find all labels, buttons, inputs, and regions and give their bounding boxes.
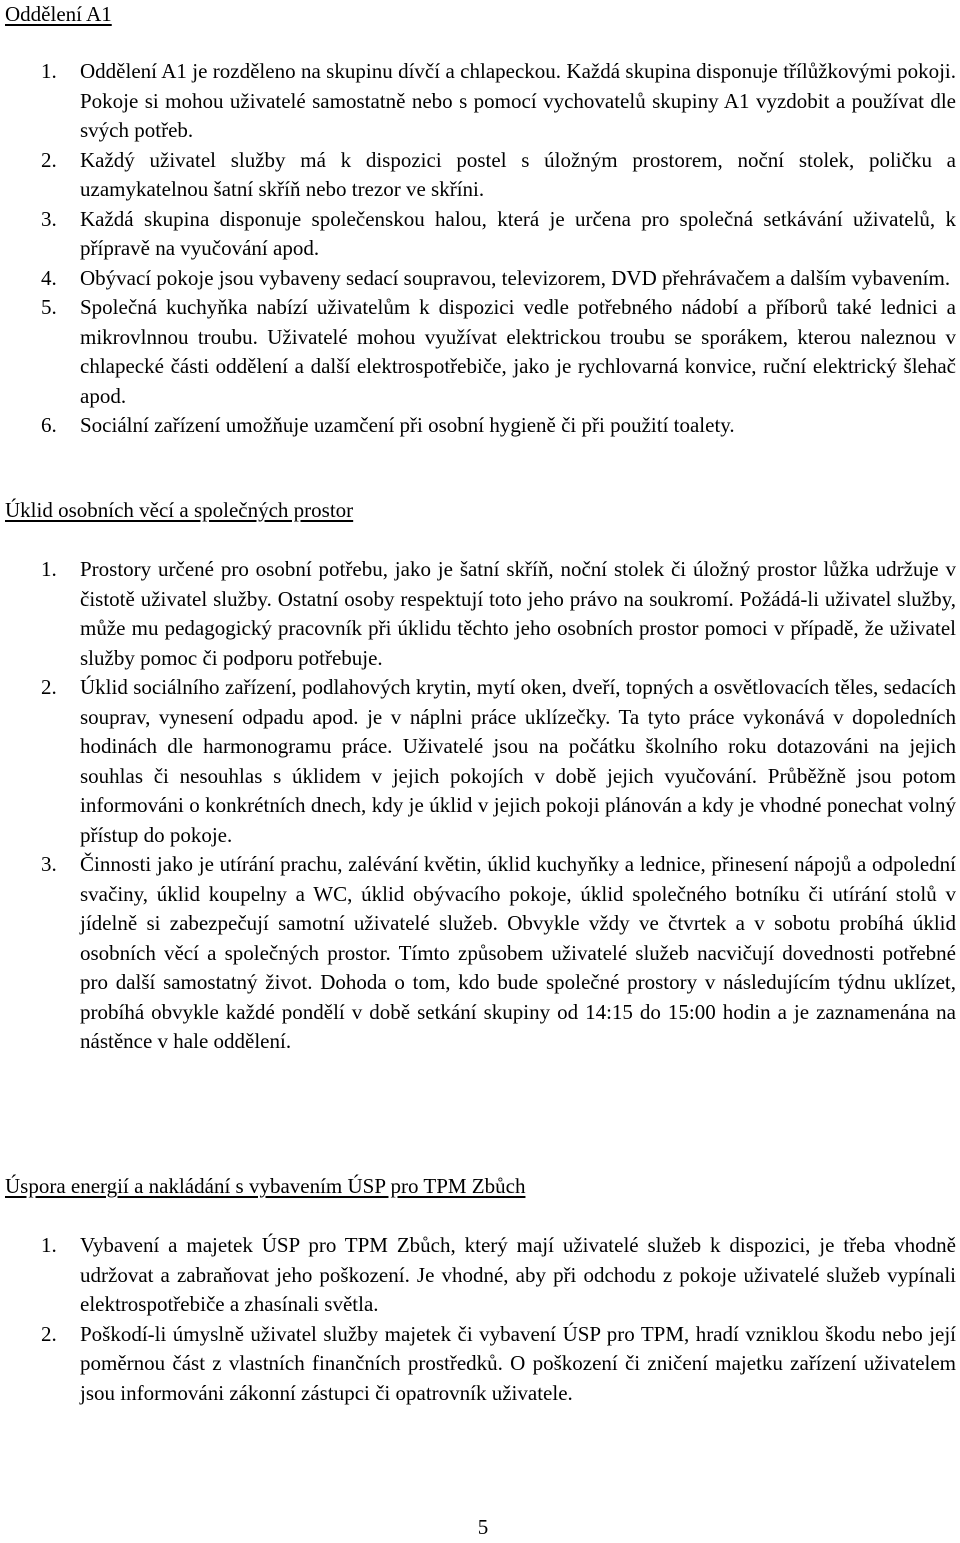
item-number: 5. [41, 295, 57, 319]
list-item [0, 850, 960, 1057]
list-item [0, 411, 960, 441]
item-text: Vybavení a majetek ÚSP pro TPM Zbůch, který mají uživatelé služeb k dispozici, je třeba vhodně udržovat a zabraňovat jeho poškození. Je vhodné, aby při odchodu z pokoje uživatelé služeb vypínali elektrospotřebiče a zhasínali světla. [80, 1233, 956, 1316]
item-number: 2. [41, 1321, 57, 1346]
item-text: Každý uživatel služby má k dispozici postel s úložným prostorem, noční stolek, poličku a uzamykatelnou šatní skříň nebo trezor ve skříni. [80, 147, 956, 201]
list-item [0, 57, 960, 146]
item-number: 1. [41, 59, 57, 83]
section-heading-uspora-energii: Úspora energií a nakládání s vybavením ÚSP pro TPM Zbůch [5, 1174, 526, 1198]
item-text: Prostory určené pro osobní potřebu, jako je šatní skříň, noční stolek či úložný prostor lůžka udržuje v čistotě uživatel služby. Ostatní osoby respektují toto jeho právo na soukromí. Požádá-li uživatel služby, může mu pedagogický pracovník při úklidu těchto jeho osobních prostor pomoci v případě, že uživatel služby pomoc či podporu potřebuje. [80, 557, 956, 670]
item-text: Úklid sociálního zařízení, podlahových krytin, mytí oken, dveří, topných a osvětlovacích těles, sedacích souprav, vynesení odpadu apod. je v náplni práce uklízečky. Ta tyto práce vykonává v dopoledních hodinách dle harmonogramu práce. Uživatelé jsou na počátku školního roku dotazováni na jejich souhlas či nesouhlas s úklidem v jejich pokojích v době jejich vyučování. Průběžně jsou potom informováni o konkrétních dnech, kdy je úklid v jejich pokoji plánován a kdy je vhodné ponechat volný přístup do pokoje. [80, 675, 956, 847]
list-item [0, 264, 960, 294]
item-text: Sociální zařízení umožňuje uzamčení při osobní hygieně či při použití toalety. [80, 413, 735, 437]
list-item [0, 205, 960, 264]
list-item [0, 293, 960, 411]
item-number: 4. [41, 265, 57, 290]
item-number: 1. [41, 557, 57, 581]
item-number: 1. [41, 1233, 57, 1257]
section-list-oddeleni-a1 [0, 57, 960, 441]
item-text: Obývací pokoje jsou vybaveny sedací soupravou, televizorem, DVD přehrávačem a dalším vybavením. [80, 265, 951, 290]
list-item [0, 673, 960, 850]
list-item [0, 555, 960, 673]
item-number: 6. [41, 413, 57, 437]
section-list-uspora-energii [0, 1231, 960, 1408]
item-number: 3. [41, 852, 57, 876]
list-item [0, 1320, 960, 1409]
item-text: Oddělení A1 je rozděleno na skupinu dívčí a chlapeckou. Každá skupina disponuje třílůžkovými pokoji. Pokoje si mohou uživatelé samostatně nebo s pomocí vychovatelů skupiny A1 vyzdobit a používat dle svých potřeb. [80, 59, 956, 142]
list-item [0, 1231, 960, 1320]
page-number: 5 [477, 1515, 489, 1539]
section-heading-uklid: Úklid osobních věcí a společných prostor [5, 498, 354, 522]
item-number: 3. [41, 206, 57, 231]
item-text: Poškodí-li úmyslně uživatel služby majetek či vybavení ÚSP pro TPM, hradí vzniklou škodu nebo její poměrnou část z vlastních finančních prostředků. O poškození či zničení majetku zařízení uživatelem jsou informováni zákonní zástupci či opatrovník uživatele. [80, 1321, 956, 1405]
item-text: Činnosti jako je utírání prachu, zalévání květin, úklid kuchyňky a lednice, přinesení nápojů a odpolední svačiny, úklid koupelny a WC, úklid obývacího pokoje, úklid společného botníku či utírání stolů v jídelně si zabezpečují samotní uživatelé služeb. Obvykle vždy ve čtvrtek a v sobotu probíhá úklid osobních věcí a společných prostor. Tímto způsobem uživatelé služeb nacvičují dovednosti potřebné pro další samostatný život. Dohoda o tom, kdo bude společné prostory v následujícím týdnu uklízet, probíhá obvykle každé pondělí v době setkání skupiny od 14:15 do 15:00 hodin a je zaznamenána na nástěnce v hale oddělení. [80, 852, 956, 1053]
item-text: Společná kuchyňka nabízí uživatelům k dispozici vedle potřebného nádobí a příborů také lednici a mikrovlnnou troubu. Uživatelé mohou využívat elektrickou troubu se sporákem, kterou naleznou v chlapecké části oddělení a další elektrospotřebiče, jako je rychlovarná konvice, ruční elektrický šlehač apod. [80, 295, 956, 408]
item-number: 2. [41, 675, 57, 699]
section-heading-oddeleni-a1: Oddělení A1 [5, 2, 112, 26]
item-text: Každá skupina disponuje společenskou halou, která je určena pro společná setkávání uživatelů, k přípravě na vyučování apod. [80, 206, 956, 260]
list-item [0, 146, 960, 205]
section-list-uklid [0, 555, 960, 1057]
item-number: 2. [41, 147, 57, 172]
